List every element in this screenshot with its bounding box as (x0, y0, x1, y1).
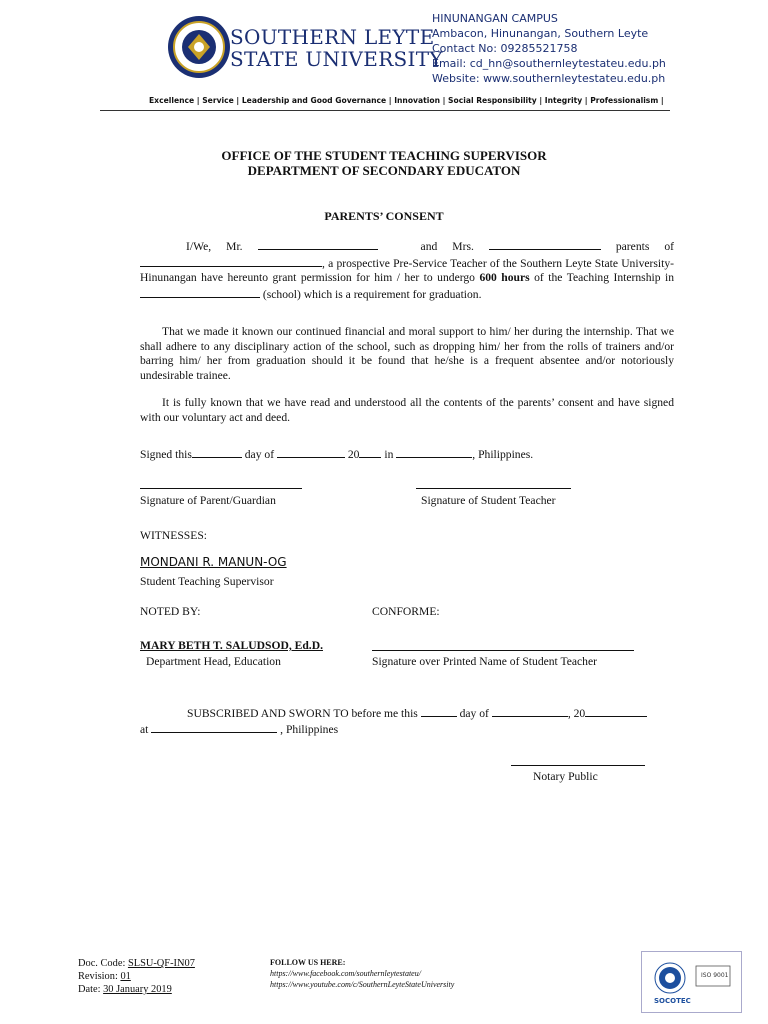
contact-number: Contact No: 09285521758 (432, 42, 578, 55)
revision-row (78, 970, 195, 983)
document-meta (78, 957, 195, 996)
student-signature-label: Signature of Student Teacher (421, 494, 556, 507)
notary-label: Notary Public (533, 770, 598, 783)
sworn-day-blank[interactable] (421, 705, 457, 717)
office-title: OFFICE OF THE STUDENT TEACHING SUPERVISOR (221, 148, 547, 163)
sworn-text-b: day of (456, 707, 492, 720)
department-head-name: MARY BETH T. SALUDSOD, Ed.D. (140, 639, 323, 652)
signed-text-a: Signed this (140, 448, 192, 461)
sworn-text-e: , Philippines (277, 723, 339, 736)
supervisor-name: MONDANI R. MANUN-OG (140, 555, 287, 569)
campus-contact-block (432, 11, 666, 86)
sworn-month-blank[interactable] (492, 705, 568, 717)
hours-required: 600 hours (479, 271, 530, 285)
student-signature-line[interactable] (416, 488, 571, 489)
sworn-line-1 (187, 705, 647, 720)
signed-text-e: , Philippines. (472, 448, 534, 461)
date-label: Date: (78, 984, 104, 995)
header-divider (100, 110, 670, 111)
sworn-line-2 (140, 721, 338, 736)
sworn-text-c: , 20 (567, 707, 586, 720)
revision-label: Revision: (78, 971, 121, 982)
notary-signature-line[interactable] (511, 765, 645, 766)
conforme-signature-label: Signature over Printed Name of Student Teacher (372, 655, 597, 668)
consent-title: PARENTS’ CONSENT (324, 209, 444, 223)
department-head-role: Department Head, Education (146, 655, 281, 668)
p1-text-d: , a prospective Pre-Service Teacher of the Southern Leyte State University- Hinunangan have hereunto grant permission for him / her to undergo (140, 256, 674, 285)
social-links (270, 957, 454, 990)
core-values-line: Excellence | Service | Leadership and Good Governance | Innovation | Social Responsibility | Integrity | Professionalism | (149, 96, 664, 105)
website-label: Website: (432, 72, 484, 85)
contact-email[interactable]: Email: cd_hn@southernleytestateu.edu.ph (432, 57, 666, 70)
signed-place-blank[interactable] (396, 446, 472, 458)
sworn-text-d: at (140, 723, 152, 736)
university-seal-logo (166, 14, 232, 80)
student-name-blank[interactable] (140, 255, 322, 267)
youtube-link[interactable]: https://www.youtube.com/c/SouthernLeyteStateUniversity (270, 980, 455, 989)
doc-code-row (78, 957, 195, 970)
consent-paragraph-1 (140, 238, 674, 302)
campus-name: HINUNANGAN CAMPUS (432, 12, 558, 25)
sworn-year-blank[interactable] (585, 705, 647, 717)
university-name (230, 26, 443, 70)
noted-by-heading: NOTED BY: (140, 605, 201, 618)
website-line (432, 71, 666, 86)
revision-value: 01 (120, 971, 131, 982)
consent-paragraph-2: That we made it known our continued financial and moral support to him/ her during the internship. That we shall adhere to any disciplinary action of the school, such as dropping him/ her from the rolls of trainers and/or barring him/ her from graduation should it be found that he/she is a frequent absentee and/or notoriously undesirable trainee. (140, 325, 674, 382)
follow-heading: FOLLOW US HERE: (270, 958, 346, 967)
parent-signature-label: Signature of Parent/Guardian (140, 494, 276, 507)
signed-date-line (140, 446, 533, 461)
date-row (78, 983, 195, 996)
p1-text-b: and Mrs. (405, 240, 489, 253)
p1-text-f: (school) which is a requirement for graduation. (260, 287, 482, 301)
p1-text-a: I/We, Mr. (186, 240, 258, 253)
signed-day-blank[interactable] (192, 446, 242, 458)
signed-text-c: 20 (344, 448, 360, 461)
cert-name: SOCOTEC (654, 997, 691, 1005)
campus-address: Ambacon, Hinunangan, Southern Leyte (432, 27, 649, 40)
signed-year-blank[interactable] (359, 446, 381, 458)
conforme-signature-line[interactable] (372, 650, 634, 651)
parent-signature-line[interactable] (140, 488, 302, 489)
cert-iso: ISO 9001 (701, 972, 729, 979)
sworn-text-a: SUBSCRIBED AND SWORN TO before me this (187, 707, 421, 720)
father-name-blank[interactable] (258, 238, 378, 250)
mother-name-blank[interactable] (489, 238, 601, 250)
p1-text-c: parents of (600, 240, 675, 253)
university-name-line1: SOUTHERN LEYTE (230, 25, 435, 49)
date-value: 30 January 2019 (103, 984, 172, 995)
signed-text-b: day of (241, 448, 277, 461)
witnesses-heading: WITNESSES: (140, 529, 207, 542)
signed-month-blank[interactable] (277, 446, 345, 458)
school-name-blank[interactable] (140, 286, 260, 298)
university-name-line2: STATE UNIVERSITY (230, 47, 443, 71)
facebook-link[interactable]: https://www.facebook.com/southernleytestateu/ (270, 969, 421, 978)
department-title: DEPARTMENT OF SECONDARY EDUCATON (247, 163, 521, 178)
conforme-heading: CONFORME: (372, 605, 440, 618)
certification-badge (641, 951, 742, 1013)
p1-text-e: of the Teaching Internship in (529, 271, 674, 285)
website-link[interactable]: www.southernleytestateu.edu.ph (483, 72, 666, 85)
signed-text-d: in (381, 448, 397, 461)
doc-code-label: Doc. Code: (78, 958, 128, 969)
doc-code-value: SLSU-QF-IN07 (127, 958, 195, 969)
supervisor-role: Student Teaching Supervisor (140, 575, 274, 588)
consent-paragraph-3: It is fully known that we have read and understood all the contents of the parents’ consent and have signed with our voluntary act and deed. (140, 396, 674, 424)
sworn-place-blank[interactable] (151, 721, 277, 733)
